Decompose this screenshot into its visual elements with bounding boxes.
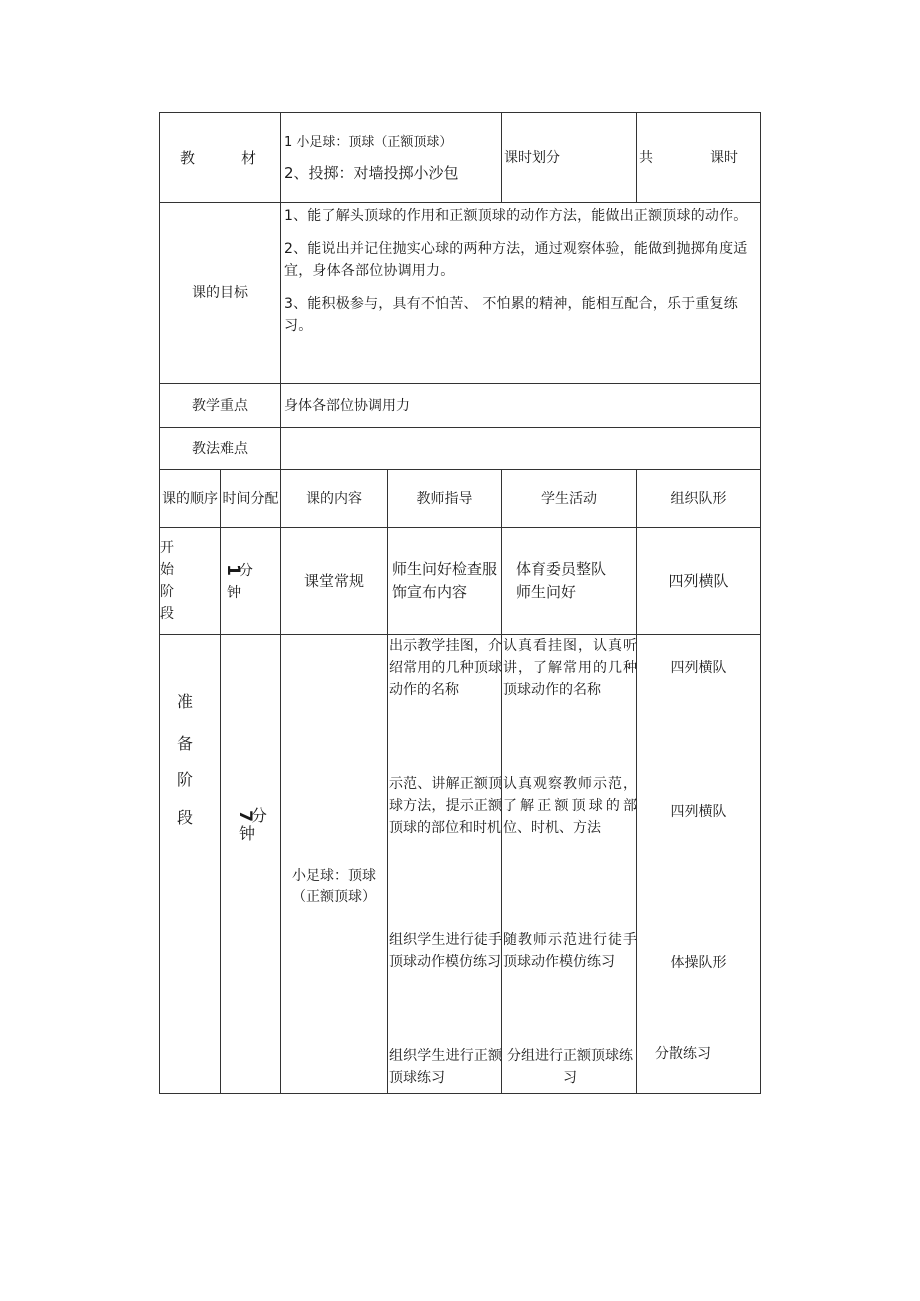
start-time-unit: 分: [238, 562, 253, 579]
material-label-char: 教: [180, 148, 196, 167]
header-content: 课的内容: [281, 470, 388, 528]
prep-teacher-item: 组织学生进行正额顶球练习: [389, 1048, 503, 1086]
schedule-label: 课时划分: [504, 149, 561, 166]
hours-cell: [637, 113, 761, 203]
header-order: 课的顺序: [160, 470, 221, 528]
material-label-char: 材: [240, 148, 256, 167]
start-stage-row: [160, 528, 761, 635]
header-teacher: 教师指导: [388, 470, 502, 528]
prep-formation-item: 四列横队: [670, 804, 727, 820]
stage-char: 始: [160, 562, 174, 578]
prep-student-item: 认真看挂图，认真听讲，了解常用的几种顶球动作的名称: [503, 638, 638, 698]
prep-teacher-cell: [388, 635, 502, 1094]
hours-suffix: 课时: [710, 149, 739, 166]
stage-char: 阶: [177, 770, 194, 789]
column-header-row: [160, 470, 761, 528]
stage-char: 开: [160, 540, 174, 556]
start-time-number: 1: [222, 563, 243, 576]
material-label-cell: [160, 113, 281, 203]
prep-teacher-item: 示范、讲解正额顶球方法，提示正额顶球的部位和时机: [389, 776, 503, 836]
goal-item: 3、能积极参与，具有不怕苦、 不怕累的精神，能相互配合，乐于重复练习。: [284, 296, 738, 334]
start-time-unit: 钟: [227, 584, 241, 601]
material-value-cell: [281, 113, 502, 203]
start-time-cell: [221, 528, 281, 635]
start-student-line: 师生问好: [516, 583, 577, 601]
material-line-2: 2、投掷：对墙投掷小沙包: [284, 163, 459, 182]
stage-char: 段: [160, 606, 174, 622]
prep-student-item: 分组进行正额顶球练习: [507, 1048, 634, 1086]
start-content: 课堂常规: [281, 528, 388, 635]
material-line-1: 1 小足球：顶球（正额顶球）: [284, 134, 453, 150]
prep-student-cell: [502, 635, 637, 1094]
prep-student-item: 随教师示范进行徒手顶球动作模仿练习: [503, 932, 638, 970]
start-teacher: 师生问好检查服饰宣布内容: [388, 528, 502, 635]
prep-time-unit: 分: [250, 806, 267, 825]
key-point-label: 教学重点: [160, 384, 281, 428]
schedule-label-cell: [502, 113, 637, 203]
goals-row: [160, 203, 761, 384]
stage-char: 准: [177, 692, 194, 711]
start-stage-label: [160, 528, 221, 635]
prep-formation-item: 四列横队: [670, 660, 727, 676]
key-point-value: 身体各部位协调用力: [281, 384, 761, 428]
start-student-cell: [502, 528, 637, 635]
header-formation: 组织队形: [637, 470, 761, 528]
material-row: [160, 113, 761, 203]
prep-student-item: 认真观察教师示范，了解正额顶球的部位、时机、方法: [503, 776, 638, 836]
prep-teacher-item: 出示教学挂图，介绍常用的几种顶球动作的名称: [389, 638, 503, 698]
goals-cell: [281, 203, 761, 384]
start-formation: 四列横队: [637, 528, 761, 635]
prep-time-cell: [221, 635, 281, 1094]
header-student: 学生活动: [502, 470, 637, 528]
stage-char: 段: [177, 808, 194, 827]
lesson-plan-table: [159, 112, 761, 1094]
prep-formation-cell: [637, 635, 761, 1094]
prep-content-line: 小足球：顶球: [292, 868, 376, 884]
prep-teacher-item: 组织学生进行徒手顶球动作模仿练习: [389, 932, 503, 970]
goal-item: 1、能了解头顶球的作用和正额顶球的动作方法，能做出正额顶球的动作。: [284, 208, 748, 224]
prep-stage-row: [160, 635, 761, 1094]
prep-content-cell: [281, 635, 388, 1094]
key-point-row: [160, 384, 761, 428]
start-student-line: 体育委员整队: [516, 560, 607, 578]
goals-label: 课的目标: [160, 203, 281, 384]
prep-formation-item: 分散练习: [655, 1046, 712, 1062]
difficulty-row: [160, 428, 761, 470]
stage-char: 阶: [160, 584, 174, 600]
difficulty-label: 教法难点: [160, 428, 281, 470]
hours-prefix: 共: [639, 149, 654, 166]
prep-time-number: 7: [234, 810, 255, 822]
prep-formation-item: 体操队形: [670, 955, 727, 971]
difficulty-value: [281, 428, 761, 470]
header-time: 时间分配: [221, 470, 281, 528]
goal-item: 2、能说出并记住抛实心球的两种方法，通过观察体验，能做到抛掷角度适宜，身体各部位协调用力。: [284, 241, 748, 279]
prep-stage-label: [160, 635, 221, 1094]
prep-time-unit: 钟: [239, 824, 256, 843]
prep-content-line: （正额顶球）: [292, 889, 376, 905]
stage-char: 备: [177, 734, 194, 753]
